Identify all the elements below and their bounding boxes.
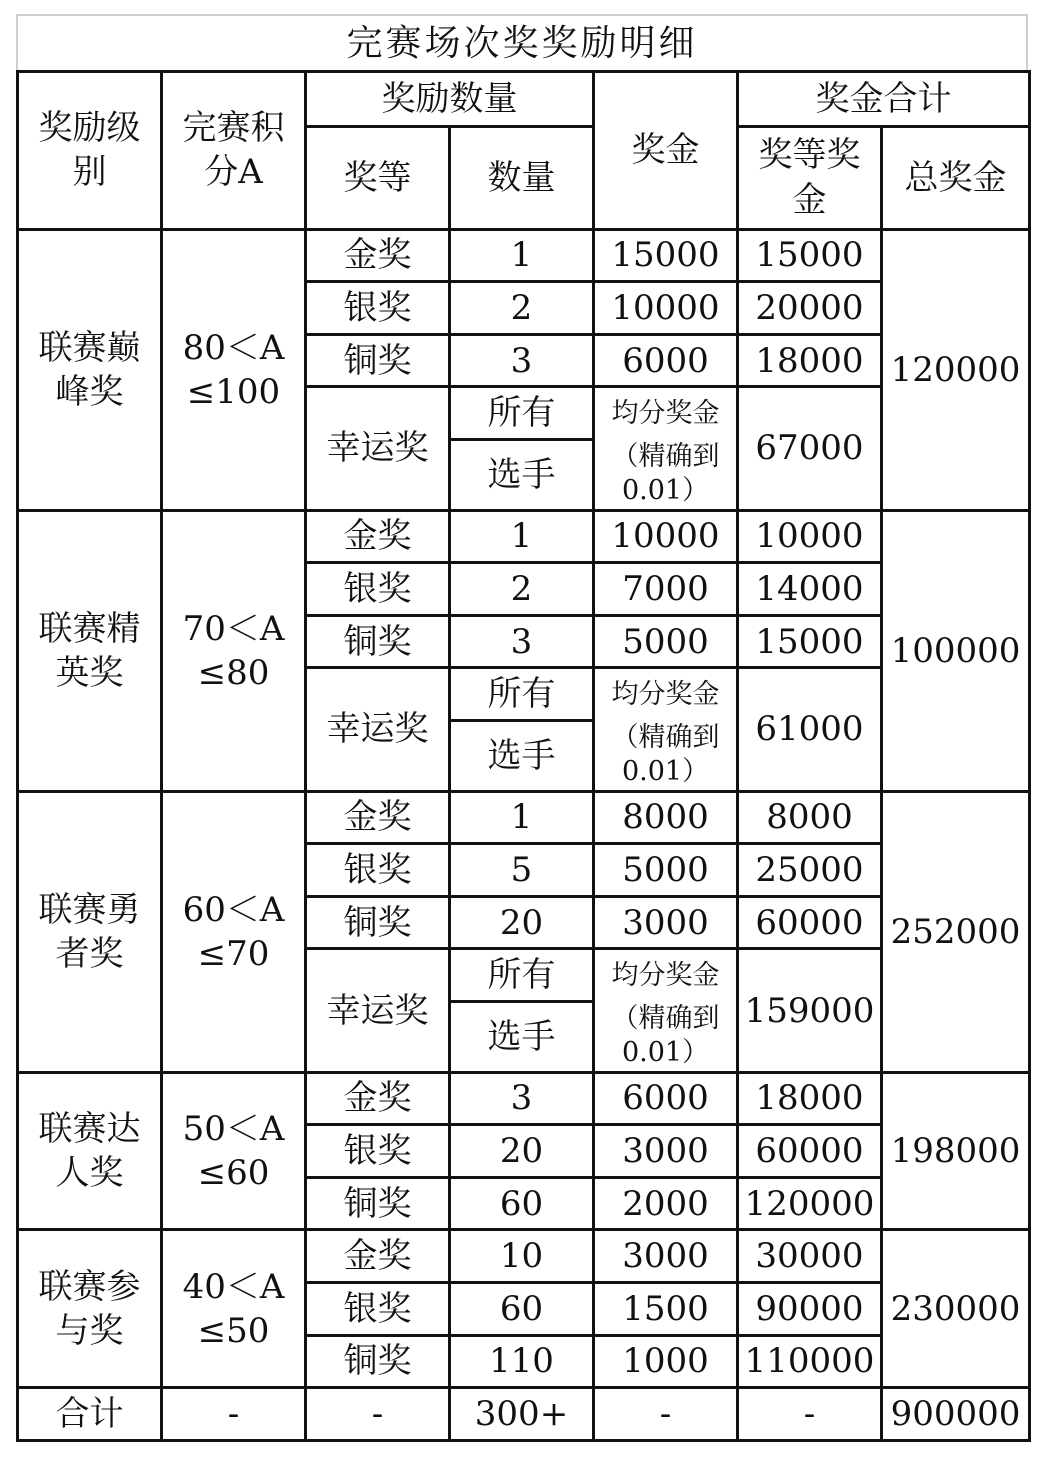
footer-prize: -: [594, 1388, 738, 1441]
tier-cell: 银奖: [306, 1125, 450, 1178]
tier-cell: 铜奖: [306, 1177, 450, 1230]
tier-cell: 铜奖: [306, 896, 450, 949]
tier-cell: 金奖: [306, 229, 450, 282]
level-cell: 联赛达人奖: [18, 1072, 162, 1230]
table-row: [18, 1072, 1030, 1125]
group-total-cell: 198000: [882, 1072, 1030, 1230]
qty-cell: 1: [450, 791, 594, 844]
qty-cell: 2: [450, 563, 594, 616]
lucky-prize-bottom: （精确到0.01）: [594, 439, 738, 510]
prize-cell: 10000: [594, 282, 738, 335]
table-row: [18, 1230, 1030, 1283]
tier-total-cell: 90000: [738, 1283, 882, 1336]
tier-total-cell: 30000: [738, 1230, 882, 1283]
lucky-qty-bottom: 选手: [450, 720, 594, 791]
tier-total-cell: 10000: [738, 510, 882, 563]
prize-cell: 1500: [594, 1283, 738, 1336]
level-cell: 联赛精英奖: [18, 510, 162, 791]
tier-total-cell: 110000: [738, 1335, 882, 1388]
tier-cell: 银奖: [306, 1283, 450, 1336]
tier-cell: 银奖: [306, 282, 450, 335]
prize-cell: 3000: [594, 1125, 738, 1178]
tier-total-cell: 20000: [738, 282, 882, 335]
lucky-tier-cell: 幸运奖: [306, 949, 450, 1072]
footer-tier-total: -: [738, 1388, 882, 1441]
lucky-qty-bottom: 选手: [450, 1002, 594, 1073]
footer-total: 900000: [882, 1388, 1030, 1441]
qty-cell: 60: [450, 1283, 594, 1336]
lucky-prize-bottom: （精确到0.01）: [594, 720, 738, 791]
lucky-qty-top: 所有: [450, 387, 594, 440]
lucky-tier-total-cell: 159000: [738, 949, 882, 1072]
prize-cell: 8000: [594, 791, 738, 844]
score-cell: 60＜A≤70: [162, 791, 306, 1072]
header-tier: 奖等: [306, 126, 450, 229]
table-title: 完赛场次奖奖励明细: [16, 14, 1028, 70]
lucky-prize-top: 均分奖金: [594, 387, 738, 440]
score-cell: 40＜A≤50: [162, 1230, 306, 1388]
table-row: [18, 791, 1030, 844]
header-prize: 奖金: [594, 72, 738, 230]
lucky-qty-top: 所有: [450, 949, 594, 1002]
prize-cell: 1000: [594, 1335, 738, 1388]
level-cell: 联赛参与奖: [18, 1230, 162, 1388]
prize-cell: 5000: [594, 615, 738, 668]
header-reward-count: 奖励数量: [306, 72, 594, 127]
qty-cell: 20: [450, 1125, 594, 1178]
tier-cell: 金奖: [306, 510, 450, 563]
tier-cell: 银奖: [306, 844, 450, 897]
qty-cell: 20: [450, 896, 594, 949]
footer-tier: -: [306, 1388, 450, 1441]
qty-cell: 5: [450, 844, 594, 897]
lucky-qty-bottom: 选手: [450, 439, 594, 510]
lucky-qty-top: 所有: [450, 668, 594, 721]
tier-total-cell: 60000: [738, 896, 882, 949]
tier-cell: 铜奖: [306, 334, 450, 387]
tier-cell: 金奖: [306, 791, 450, 844]
footer-qty: 300+: [450, 1388, 594, 1441]
lucky-tier-total-cell: 67000: [738, 387, 882, 510]
lucky-prize-bottom: （精确到0.01）: [594, 1002, 738, 1073]
tier-total-cell: 25000: [738, 844, 882, 897]
footer-score: -: [162, 1388, 306, 1441]
lucky-tier-cell: 幸运奖: [306, 387, 450, 510]
lucky-prize-top: 均分奖金: [594, 949, 738, 1002]
header-total: 总奖金: [882, 126, 1030, 229]
prize-cell: 6000: [594, 334, 738, 387]
header-qty: 数量: [450, 126, 594, 229]
tier-total-cell: 15000: [738, 615, 882, 668]
header-score: 完赛积分A: [162, 72, 306, 230]
lucky-tier-total-cell: 61000: [738, 668, 882, 791]
prize-cell: 3000: [594, 1230, 738, 1283]
score-cell: 80＜A≤100: [162, 229, 306, 510]
prize-cell: 2000: [594, 1177, 738, 1230]
footer-row: [18, 1388, 1030, 1441]
tier-total-cell: 14000: [738, 563, 882, 616]
tier-cell: 铜奖: [306, 615, 450, 668]
tier-total-cell: 18000: [738, 1072, 882, 1125]
qty-cell: 2: [450, 282, 594, 335]
table-row: [18, 229, 1030, 282]
prize-cell: 6000: [594, 1072, 738, 1125]
level-cell: 联赛勇者奖: [18, 791, 162, 1072]
level-cell: 联赛巅峰奖: [18, 229, 162, 510]
qty-cell: 1: [450, 510, 594, 563]
group-total-cell: 252000: [882, 791, 1030, 1072]
footer-label: 合计: [18, 1388, 162, 1441]
qty-cell: 1: [450, 229, 594, 282]
qty-cell: 110: [450, 1335, 594, 1388]
lucky-tier-cell: 幸运奖: [306, 668, 450, 791]
tier-total-cell: 8000: [738, 791, 882, 844]
tier-total-cell: 120000: [738, 1177, 882, 1230]
tier-total-cell: 15000: [738, 229, 882, 282]
tier-cell: 金奖: [306, 1230, 450, 1283]
tier-cell: 铜奖: [306, 1335, 450, 1388]
prize-table: [16, 70, 1031, 1442]
lucky-prize-top: 均分奖金: [594, 668, 738, 721]
prize-cell: 5000: [594, 844, 738, 897]
score-cell: 50＜A≤60: [162, 1072, 306, 1230]
score-cell: 70＜A≤80: [162, 510, 306, 791]
prize-cell: 10000: [594, 510, 738, 563]
prize-cell: 15000: [594, 229, 738, 282]
qty-cell: 3: [450, 615, 594, 668]
group-total-cell: 100000: [882, 510, 1030, 791]
qty-cell: 3: [450, 334, 594, 387]
tier-total-cell: 18000: [738, 334, 882, 387]
qty-cell: 3: [450, 1072, 594, 1125]
table-row: [18, 510, 1030, 563]
header-tier-prize: 奖等奖金: [738, 126, 882, 229]
tier-cell: 银奖: [306, 563, 450, 616]
header-level: 奖励级别: [18, 72, 162, 230]
group-total-cell: 230000: [882, 1230, 1030, 1388]
tier-total-cell: 60000: [738, 1125, 882, 1178]
prize-cell: 3000: [594, 896, 738, 949]
qty-cell: 10: [450, 1230, 594, 1283]
prize-cell: 7000: [594, 563, 738, 616]
header-row-top: [18, 72, 1030, 127]
qty-cell: 60: [450, 1177, 594, 1230]
group-total-cell: 120000: [882, 229, 1030, 510]
header-total-group: 奖金合计: [738, 72, 1030, 127]
tier-cell: 金奖: [306, 1072, 450, 1125]
